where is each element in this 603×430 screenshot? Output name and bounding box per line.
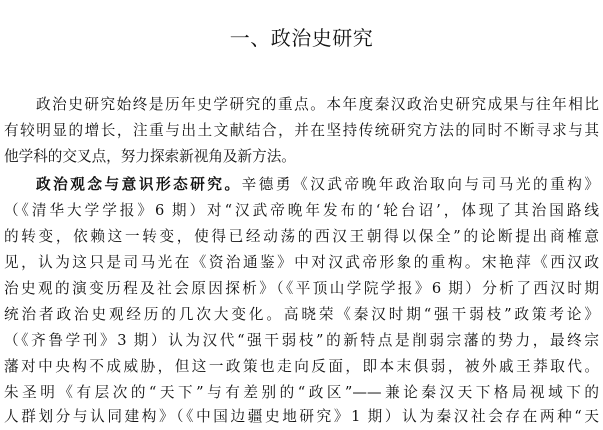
paragraph-2-line-8: 藩对中央构不成威胁，但这一政策也走向反面，即本末俱弱，被外戚王莽取代。 <box>4 358 599 375</box>
paragraph-2-heading: 政治观念与意识形态研究。 <box>36 176 242 193</box>
paragraph-1-line-1: 政治史研究始终是历年史学研究的重点。本年度秦汉政治史研究成果与往年相比 <box>36 96 599 113</box>
paragraph-2-line-2: （《清华大学学报》6 期）对“汉武帝晚年发布的‘轮台诏’，体现了其治国路线 <box>4 202 599 219</box>
paragraph-2-line-4: 见，认为这只是司马光在《资治通鉴》中对汉武帝形象的重构。宋艳萍《西汉政 <box>4 254 599 271</box>
paragraph-2-line-5: 治史观的演变历程及社会原因探析》（《平顶山学院学报》6 期）分析了西汉时期 <box>4 280 599 297</box>
paragraph-2-line-9: 朱圣明《有层次的“天下”与有差别的“政区”——兼论秦汉天下格局视域下的 <box>4 384 599 401</box>
paragraph-2-line-7: （《齐鲁学刊》3 期）认为汉代“强干弱枝”的新特点是削弱宗藩的势力，最终宗 <box>4 332 599 349</box>
paragraph-2-line-10: 人群划分与认同建构》（《中国边疆史地研究》1 期）认为秦汉社会存在两种“天 <box>4 408 599 425</box>
paragraph-2-line-3: 的转变，依赖这一转变，使得已经动荡的西汉王朝得以保全”的论断提出商榷意 <box>4 228 599 245</box>
paragraph-2-line-6: 统治者政治史观经历的几次大变化。高晓荣《秦汉时期“强干弱枝”政策考论》 <box>4 306 599 323</box>
paragraph-2-line-1-text: 辛德勇《汉武帝晚年政治取向与司马光的重构》 <box>241 176 599 193</box>
paragraph-1-line-2: 有较明显的增长，注重与出土文献结合，并在坚持传统研究方法的同时不断寻求与其 <box>4 122 599 139</box>
paragraph-1-line-3: 他学科的交叉点，努力探索新视角及新方法。 <box>4 148 296 165</box>
section-title: 一、政治史研究 <box>229 26 374 50</box>
paragraph-2-line-1 <box>36 172 599 198</box>
